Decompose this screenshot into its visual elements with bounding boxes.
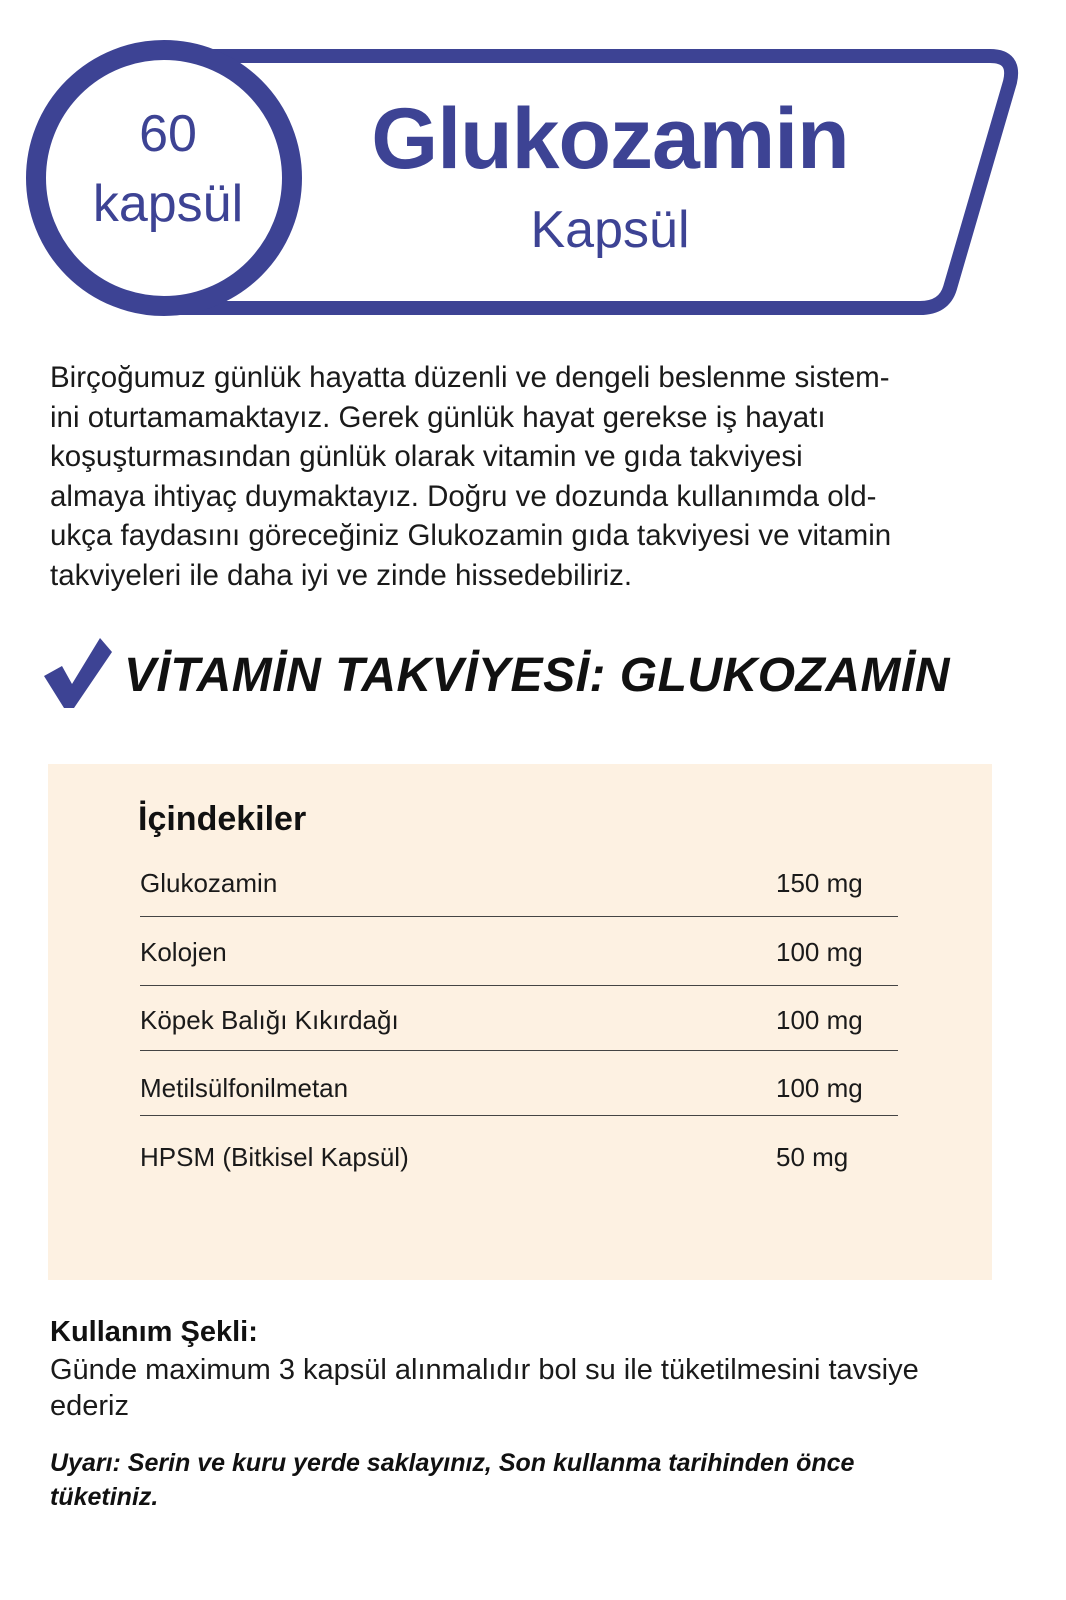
- ingredient-amount: 100 mg: [776, 1005, 863, 1035]
- intro-line: ukça faydasını göreceğiniz Glukozamin gıda takviyesi ve vitamin: [50, 519, 892, 552]
- usage-text: [50, 1352, 990, 1424]
- ingredient-row: [140, 1075, 898, 1116]
- ingredient-row: [140, 1007, 898, 1051]
- intro-line: takviyeleri ile daha iyi ve zinde hissedebiliriz.: [50, 558, 633, 592]
- warning-line: Uyarı: Serin ve kuru yerde saklayınız, Son kullanma tarihinden önce: [50, 1449, 855, 1477]
- ingredient-amount: 100 mg: [776, 1073, 863, 1103]
- ingredient-name: Kolojen: [140, 937, 227, 967]
- product-header: [0, 0, 1066, 340]
- intro-paragraph: [50, 358, 990, 595]
- ingredient-amount: 100 mg: [776, 937, 863, 967]
- ingredient-name: Köpek Balığı Kıkırdağı: [140, 1005, 399, 1035]
- ingredients-panel: [48, 764, 992, 1280]
- capsule-count-number: 60: [139, 105, 197, 163]
- ingredients-title: İçindekiler: [138, 800, 307, 838]
- section-title: VİTAMİN TAKVİYESİ: GLUKOZAMİN: [124, 649, 951, 702]
- warning-text: [50, 1446, 980, 1514]
- intro-line: ini oturtamamaktayız. Gerek günlük hayat gerekse iş hayatı: [50, 400, 826, 434]
- ingredient-amount: 50 mg: [776, 1142, 849, 1172]
- usage-line: ederiz: [50, 1390, 129, 1422]
- ingredient-amount: 150 mg: [776, 868, 863, 898]
- usage-line: Günde maximum 3 kapsül alınmalıdır bol su ile tüketilmesini tavsiye: [50, 1354, 919, 1386]
- capsule-count-unit: kapsül: [92, 175, 244, 233]
- intro-line: Birçoğumuz günlük hayatta düzenli ve dengeli beslenme sistem-: [50, 361, 890, 394]
- ingredient-name: Glukozamin: [140, 868, 278, 898]
- checkmark-icon: [42, 636, 114, 712]
- ingredient-row: [140, 870, 898, 917]
- product-form: Kapsül: [530, 201, 690, 259]
- ingredient-name: Metilsülfonilmetan: [140, 1073, 349, 1103]
- intro-line: koşuşturmasından günlük olarak vitamin ve gıda takviyesi: [50, 440, 803, 473]
- intro-line: almaya ihtiyaç duymaktayız. Doğru ve dozunda kullanımda old-: [50, 479, 877, 513]
- product-name: Glukozamin: [371, 91, 849, 187]
- ingredient-row: [140, 939, 898, 986]
- usage-title: Kullanım Şekli:: [50, 1316, 258, 1348]
- ingredient-row: [140, 1144, 898, 1184]
- ingredient-name: HPSM (Bitkisel Kapsül): [140, 1142, 409, 1172]
- warning-line: tüketiniz.: [50, 1483, 159, 1511]
